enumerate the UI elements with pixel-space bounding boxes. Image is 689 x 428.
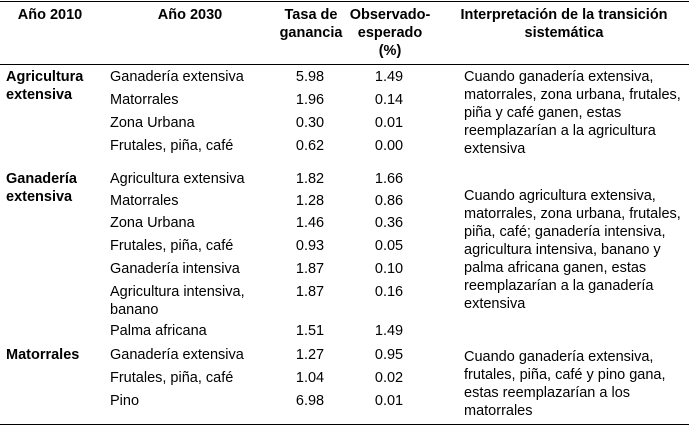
observed-expected-value: 0.00 <box>374 138 404 154</box>
observed-expected-value: 0.01 <box>374 115 404 131</box>
observed-expected-value: 1.49 <box>374 69 404 85</box>
observed-expected-value: 0.95 <box>374 347 404 363</box>
observed-expected-value: 0.14 <box>374 92 404 108</box>
gain-rate-value: 1.87 <box>295 261 325 277</box>
gain-rate-value: 1.51 <box>295 323 325 339</box>
land-use-2030-label: Frutales, piña, café <box>110 238 234 254</box>
gain-rate-value: 1.04 <box>295 370 325 386</box>
observed-expected-value: 1.66 <box>374 171 404 187</box>
gain-rate-value: 1.96 <box>295 92 325 108</box>
land-use-2030-label: Pino <box>110 393 140 409</box>
observed-expected-value: 1.49 <box>374 323 404 339</box>
gain-rate-value: 1.87 <box>295 284 325 300</box>
header-interpretation: Interpretación de la transición sistemática <box>460 7 668 41</box>
land-use-2030-label: Frutales, piña, café <box>110 138 234 154</box>
gain-rate-value: 1.82 <box>295 171 325 187</box>
land-use-2030-label: Palma africana <box>110 323 207 339</box>
table-top-rule <box>0 1 689 2</box>
land-use-2030-label: Ganadería intensiva <box>110 261 240 277</box>
observed-expected-value: 0.01 <box>374 393 404 409</box>
header-gain-rate: Tasa de ganancia <box>279 7 343 41</box>
observed-expected-value: 0.02 <box>374 370 404 386</box>
gain-rate-value: 0.93 <box>295 238 325 254</box>
land-use-2010-label: Ganadería extensiva <box>6 171 77 205</box>
observed-expected-value: 0.05 <box>374 238 404 254</box>
gain-rate-value: 1.28 <box>295 193 325 209</box>
land-use-2030-label: Frutales, piña, café <box>110 370 234 386</box>
table-bottom-rule <box>0 424 689 425</box>
land-use-2010-label: Matorrales <box>6 347 80 363</box>
land-use-2030-label: Ganadería extensiva <box>110 347 244 363</box>
header-year-2010: Año 2010 <box>17 7 83 23</box>
interpretation-text: Cuando agricultura extensiva, matorrales, zona urbana, frutales, piña, café; ganadería intensiva, agricultura intensiva, banano y palma africana ganen, estas reemplazarían a la ganadería extensiva <box>464 188 681 312</box>
land-use-2030-label: Zona Urbana <box>110 115 195 131</box>
land-use-2030-label: Agricultura extensiva <box>110 171 245 187</box>
header-year-2030: Año 2030 <box>157 7 223 23</box>
land-use-2030-label: Matorrales <box>110 193 179 209</box>
land-use-2010-label: Agricultura extensiva <box>6 69 84 103</box>
gain-rate-value: 6.98 <box>295 393 325 409</box>
land-use-2030-label: Ganadería extensiva <box>110 69 244 85</box>
observed-expected-value: 0.10 <box>374 261 404 277</box>
land-use-2030-label: Matorrales <box>110 92 179 108</box>
land-use-2030-label: Zona Urbana <box>110 215 195 231</box>
gain-rate-value: 1.46 <box>295 215 325 231</box>
gain-rate-value: 0.30 <box>295 115 325 131</box>
observed-expected-value: 0.36 <box>374 215 404 231</box>
gain-rate-value: 0.62 <box>295 138 325 154</box>
interpretation-text: Cuando ganadería extensiva, matorrales, zona urbana, frutales, piña y café ganen, estas reemplazarían a la agricultura extensiva <box>464 69 681 157</box>
header-observed-expected: Observado-esperado (%) <box>349 7 431 59</box>
header-bottom-rule <box>0 64 689 65</box>
observed-expected-value: 0.86 <box>374 193 404 209</box>
observed-expected-value: 0.16 <box>374 284 404 300</box>
interpretation-text: Cuando ganadería extensiva, frutales, piña, café y pino gana, estas reemplazarían a los matorrales <box>464 349 666 419</box>
gain-rate-value: 1.27 <box>295 347 325 363</box>
land-use-2030-label: Agricultura intensiva, banano <box>110 284 245 318</box>
gain-rate-value: 5.98 <box>295 69 325 85</box>
